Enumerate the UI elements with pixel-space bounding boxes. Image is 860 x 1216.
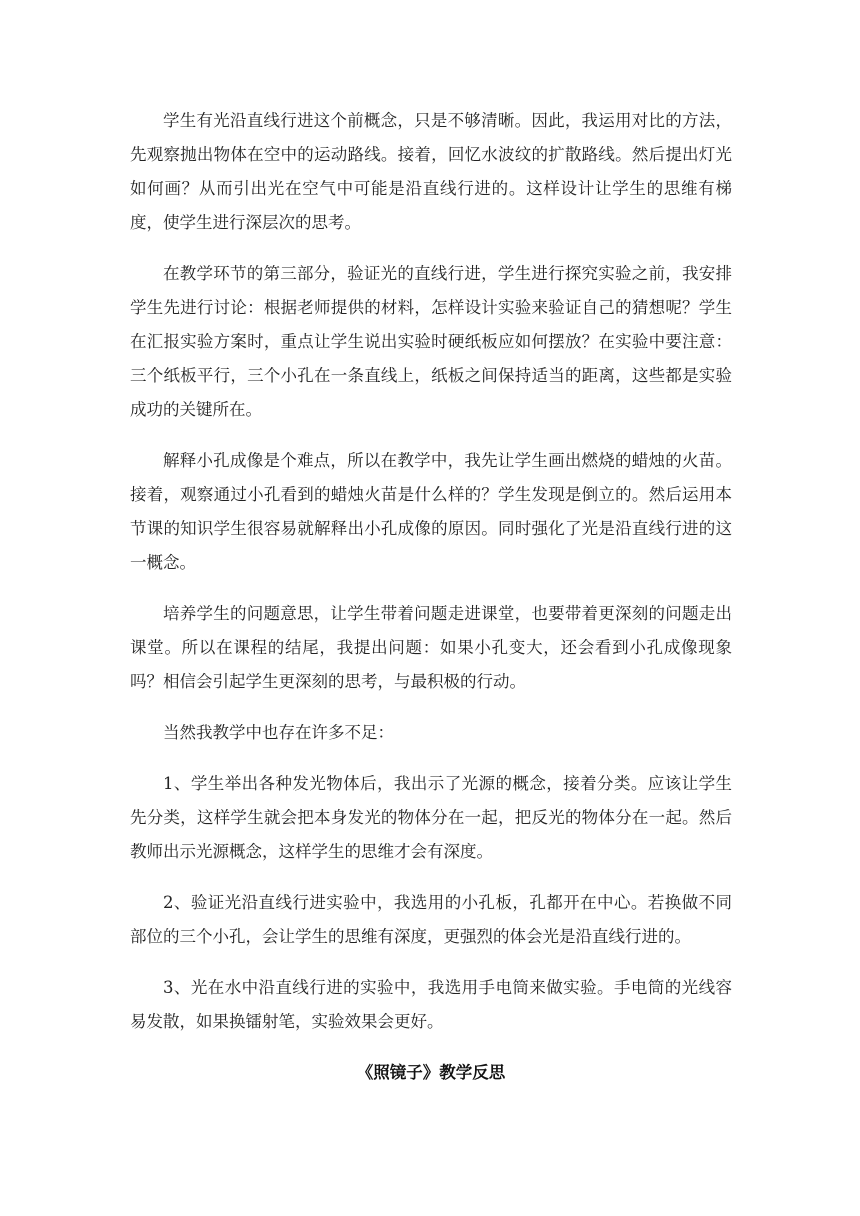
paragraph: 在教学环节的第三部分，验证光的直线行进，学生进行探究实验之前，我安排学生先进行讨论：根据老师提供的材料，怎样设计实验来验证自己的猜想呢？学生在汇报实验方案时，重点让学生说出实验时硬纸板应如何摆放？在实验中要注意：三个纸板平行，三个小孔在一条直线上，纸板之间保持适当的距离，这些都是实验成功的关键所在。 xyxy=(130,264,732,419)
section-title: 《照镜子》教学反思 xyxy=(356,1063,506,1082)
list-item: 1、学生举出各种发光物体后，我出示了光源的概念，接着分类。应该让学生先分类，这样学生就会把本身发光的物体分在一起，把反光的物体分在一起。然后教师出示光源概念，这样学生的思维才会有深度。 xyxy=(130,774,732,861)
list-item: 2、验证光沿直线行进实验中，我选用的小孔板，孔都开在中心。若换做不同部位的三个小孔，会让学生的思维有深度，更强烈的体会光是沿直线行进的。 xyxy=(130,893,732,946)
paragraph: 学生有光沿直线行进这个前概念，只是不够清晰。因此，我运用对比的方法，先观察抛出物体在空中的运动路线。接着，回忆水波纹的扩散路线。然后提出灯光如何画？从而引出光在空气中可能是沿直线行进的。这样设计让学生的思维有梯度，使学生进行深层次的思考。 xyxy=(130,111,732,232)
list-item: 3、光在水中沿直线行进的实验中，我选用手电筒来做实验。手电筒的光线容易发散，如果换镭射笔，实验效果会更好。 xyxy=(130,978,732,1031)
paragraph: 当然我教学中也存在许多不足： xyxy=(163,723,394,742)
paragraph: 培养学生的问题意思，让学生带着问题走进课堂，也要带着更深刻的问题走出课堂。所以在课程的结尾，我提出问题：如果小孔变大，还会看到小孔成像现象吗？相信会引起学生更深刻的思考，与最积极的行动。 xyxy=(130,604,732,691)
document-body xyxy=(130,104,732,1090)
paragraph: 解释小孔成像是个难点，所以在教学中，我先让学生画出燃烧的蜡烛的火苗。接着，观察通过小孔看到的蜡烛火苗是什么样的？学生发现是倒立的。然后运用本节课的知识学生很容易就解释出小孔成像的原因。同时强化了光是沿直线行进的这一概念。 xyxy=(130,451,732,572)
